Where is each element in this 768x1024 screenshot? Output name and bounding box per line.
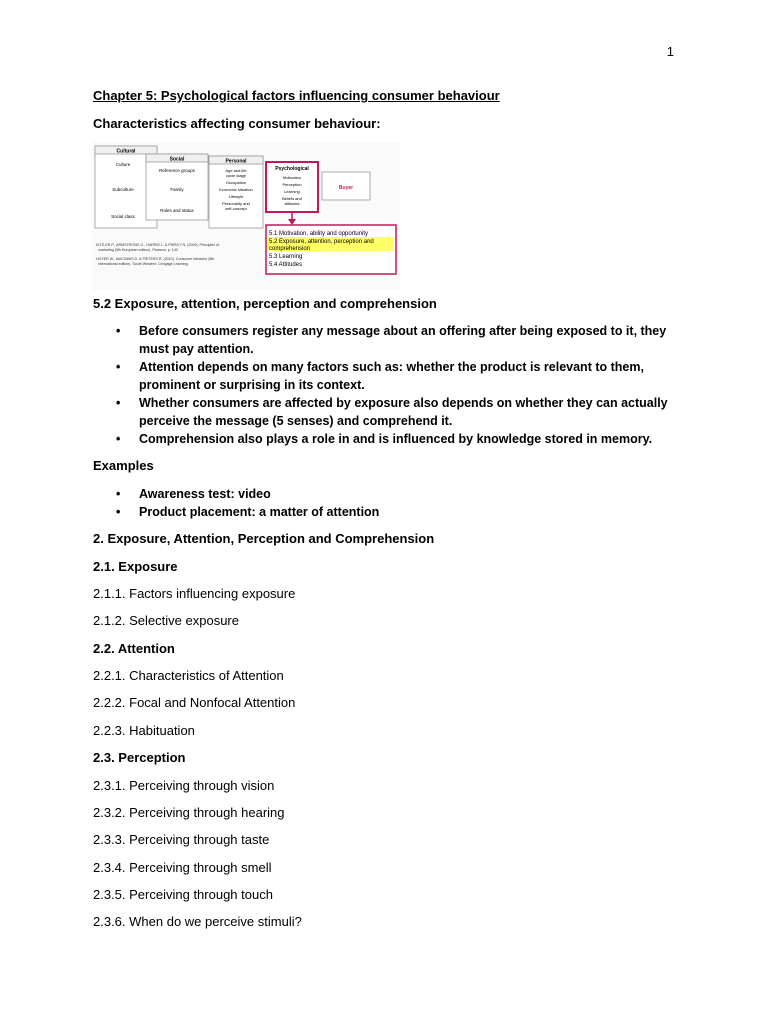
personal-item: Lifestyle bbox=[228, 194, 244, 199]
list-item bbox=[93, 503, 673, 521]
cultural-item: Subculture bbox=[112, 187, 134, 192]
example-item: Product placement: a matter of attention bbox=[139, 505, 380, 519]
personal-item: Economic situation bbox=[219, 187, 253, 192]
psychological-item: Perception bbox=[282, 182, 302, 187]
outline-item: 2.2. Attention bbox=[93, 641, 175, 656]
outline-item: 2.1.1. Factors influencing exposure bbox=[93, 586, 296, 601]
bullet-line: perceive the message (5 senses) and comprehend it. bbox=[139, 414, 453, 428]
bullet-line: Whether consumers are affected by exposure also depends on whether they can actually bbox=[139, 396, 668, 410]
section-heading: Characteristics affecting consumer behaviour: bbox=[93, 116, 381, 131]
outline-item: 2.3.2. Perceiving through hearing bbox=[93, 805, 285, 820]
outline-item: 2.3.5. Perceiving through touch bbox=[93, 887, 273, 902]
personal-item: cycle stage bbox=[225, 173, 247, 178]
examples-list bbox=[93, 485, 673, 521]
buyer-label: Buyer bbox=[338, 185, 354, 191]
callout-line: 5.4 Attitudes bbox=[269, 262, 303, 268]
outline-item: 2.2.2. Focal and Nonfocal Attention bbox=[93, 695, 296, 710]
bullet-line: Before consumers register any message about an offering after being exposed to it, they bbox=[139, 324, 667, 338]
personal-item: self-concept bbox=[225, 206, 247, 211]
personal-item: Age and life bbox=[225, 168, 247, 173]
personal-item: Occupation bbox=[225, 180, 247, 185]
reference-line: HOYER W., MACINNIS D. & PIETERS R. (2010). Consumer behavior (5th bbox=[96, 257, 215, 261]
social-item: Roles and status bbox=[160, 208, 194, 213]
personal-box bbox=[209, 156, 263, 228]
social-item: Family bbox=[170, 187, 184, 192]
outline-item: 2.3.6. When do we perceive stimuli? bbox=[93, 914, 302, 929]
callout-line: 5.1 Motivation, ability and opportunity bbox=[269, 231, 369, 237]
list-item bbox=[93, 358, 673, 394]
reference-line: international edition). South Western: Cengage Learning. bbox=[98, 262, 189, 266]
personal-header: Personal bbox=[225, 158, 247, 165]
list-item bbox=[93, 485, 673, 503]
consumer-behaviour-figure bbox=[92, 142, 400, 290]
bullet-line: Comprehension also plays a role in and is influenced by knowledge stored in memory. bbox=[139, 432, 653, 446]
arrow-down-icon bbox=[288, 219, 296, 225]
section-52-bullet-list bbox=[93, 322, 673, 448]
outline-item: 2.1.2. Selective exposure bbox=[93, 613, 239, 628]
outline-item: 2.3.1. Perceiving through vision bbox=[93, 778, 275, 793]
psychological-item: Motivation bbox=[282, 175, 302, 180]
outline-item: 2.3. Perception bbox=[93, 750, 186, 765]
personal-item: Personality and bbox=[222, 201, 250, 206]
psychological-item: Learning bbox=[284, 189, 300, 194]
page-number: 1 bbox=[666, 44, 674, 59]
cultural-item: Social class bbox=[111, 214, 135, 219]
figure-svg bbox=[92, 142, 400, 290]
cultural-item: Culture bbox=[115, 162, 131, 167]
reference-line: KOTLER P., ARMSTRONG G., HARRIS L. & PIERCY N. (2009). Principles of bbox=[96, 243, 220, 247]
psychological-item: attitudes bbox=[284, 201, 300, 206]
outline-item: 2.2.1. Characteristics of Attention bbox=[93, 668, 284, 683]
callout-line: 5.3 Learning bbox=[269, 254, 303, 260]
example-item: Awareness test: video bbox=[139, 487, 271, 501]
callout-line: comprehension bbox=[269, 246, 311, 252]
list-item bbox=[93, 430, 673, 448]
chapter-title: Chapter 5: Psychological factors influencing consumer behaviour bbox=[93, 88, 500, 103]
examples-heading: Examples bbox=[93, 458, 154, 473]
bullet-line: Attention depends on many factors such as: whether the product is relevant to them, bbox=[139, 360, 644, 374]
outline-item: 2.2.3. Habituation bbox=[93, 723, 195, 738]
list-item bbox=[93, 394, 673, 430]
outline-item: 2.1. Exposure bbox=[93, 559, 178, 574]
list-item bbox=[93, 322, 673, 358]
outline-item: 2.3.4. Perceiving through smell bbox=[93, 860, 272, 875]
bullet-line: must pay attention. bbox=[139, 342, 254, 356]
callout-line: 5.2 Exposure, attention, perception and bbox=[269, 239, 374, 245]
social-item: Reference groups bbox=[159, 168, 195, 173]
outline-item: 2.3.3. Perceiving through taste bbox=[93, 832, 270, 847]
bullet-line: prominent or surprising in its context. bbox=[139, 378, 365, 392]
social-header: Social bbox=[169, 156, 185, 163]
psychological-header: Psychological bbox=[275, 166, 309, 172]
reference-line: marketing (5th European edition). Pearson, p. 140 bbox=[98, 248, 178, 252]
section-52-heading: 5.2 Exposure, attention, perception and comprehension bbox=[93, 296, 437, 311]
outline-item: 2. Exposure, Attention, Perception and Comprehension bbox=[93, 531, 435, 546]
psychological-item: Beliefs and bbox=[282, 196, 302, 201]
cultural-header: Cultural bbox=[116, 148, 136, 155]
